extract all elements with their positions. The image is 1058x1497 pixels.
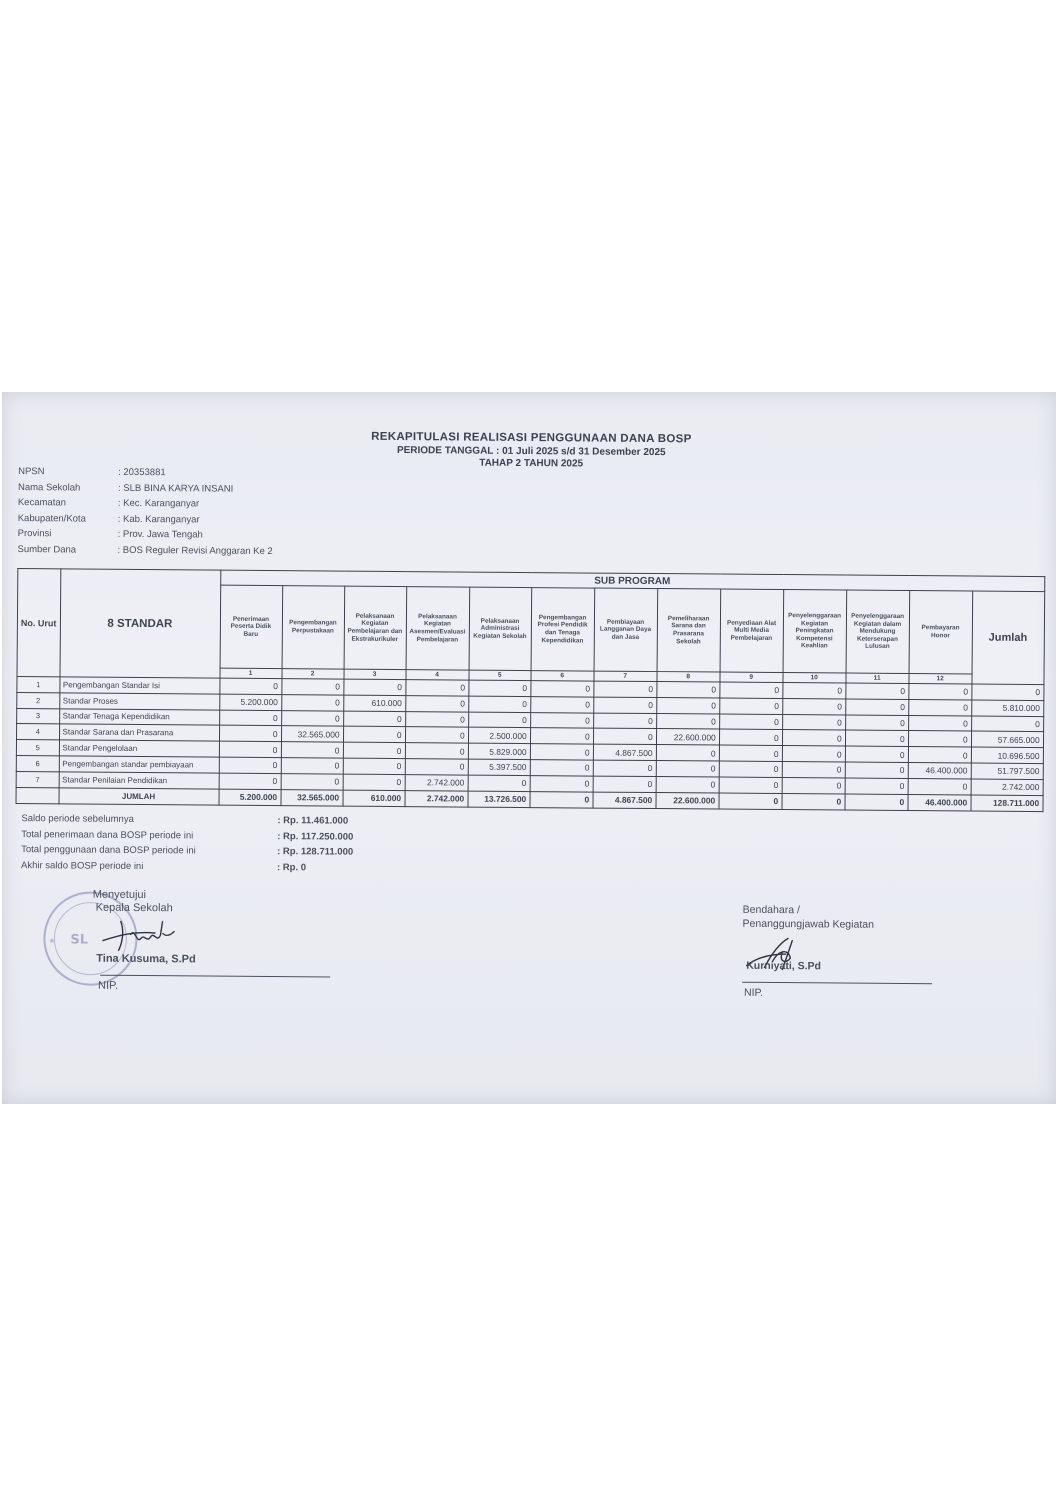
cell-value: 0	[405, 743, 468, 759]
total-row-blank	[16, 787, 59, 803]
column-number: 3	[343, 669, 405, 679]
column-header-subprogram-11: Penyelenggaraan Kegiatan dalam Mendukung Keterserapan Lulusan	[846, 590, 910, 673]
cell-value: 0	[593, 697, 656, 713]
cell-value: 0	[656, 682, 719, 698]
cell-value: 0	[656, 761, 719, 777]
standard-name: Standar Sarana dan Prasarana	[59, 724, 219, 741]
cell-value: 0	[908, 731, 971, 747]
column-header-subprogram-5: Pelaksanaan Administrasi Kegiatan Sekolah	[469, 587, 532, 670]
column-header-subprogram-8: Pemeliharaan Sarana dan Prasarana Sekolah	[657, 589, 721, 672]
cell-value: 2.500.000	[468, 727, 530, 743]
total-cell-value: 5.200.000	[218, 789, 280, 805]
row-total: 5.810.000	[971, 700, 1043, 716]
principal-name: Tina Kusuma, S.Pd	[96, 952, 196, 966]
signature-block-principal	[40, 888, 341, 1020]
cell-value: 4.867.500	[593, 744, 656, 760]
row-number: 5	[16, 740, 59, 756]
cell-value: 0	[845, 683, 908, 699]
column-number: 9	[720, 672, 783, 682]
total-label: JUMLAH	[59, 787, 219, 804]
cell-value: 0	[782, 730, 845, 746]
cell-value: 0	[468, 712, 530, 728]
cell-value: 0	[845, 762, 908, 778]
cell-value: 0	[782, 777, 845, 793]
cell-value: 0	[782, 762, 845, 778]
cell-value: 0	[530, 744, 593, 760]
total-cell-value: 610.000	[342, 790, 404, 806]
approval-label: Menyetujui	[92, 888, 147, 902]
cell-value: 0	[593, 728, 656, 744]
treasurer-nip: NIP.	[743, 986, 764, 999]
cell-value: 0	[656, 713, 719, 729]
total-cell-value: 0	[719, 793, 782, 809]
cell-value: 0	[719, 714, 782, 730]
standard-name: Pengembangan Standar Isi	[59, 677, 219, 694]
standard-name: Standar Proses	[59, 693, 219, 710]
cell-value: 0	[530, 728, 593, 744]
row-total: 57.665.000	[971, 731, 1043, 747]
column-header-subprogram-2: Pengembangan Perpustakaan	[282, 586, 345, 669]
cell-value: 0	[281, 742, 343, 758]
cell-value: 0	[530, 760, 593, 776]
cell-value: 0	[845, 778, 908, 794]
column-header-subprogram-4: Pelaksanaan Kegiatan Asesmen/Evaluasi Pembelajaran	[406, 587, 470, 670]
standard-name: Pengembangan standar pembiayaan	[59, 756, 219, 773]
cell-value: 0	[782, 683, 845, 699]
cell-value: 0	[782, 746, 845, 762]
cell-value: 0	[468, 775, 530, 791]
cell-value: 0	[719, 682, 782, 698]
cell-value: 0	[593, 760, 656, 776]
cell-value: 0	[530, 712, 593, 728]
row-number: 3	[17, 708, 60, 724]
total-cell-value: 4.867.500	[593, 792, 656, 808]
document-sheet	[2, 392, 1056, 1104]
cell-value: 5.200.000	[219, 694, 281, 710]
school-info	[17, 466, 273, 560]
cell-value: 0	[468, 680, 530, 696]
cell-value: 0	[719, 729, 782, 745]
treasurer-title: Penanggungjawab Kegiatan	[742, 917, 874, 931]
treasurer-name: Kurniyati, S.Pd	[746, 959, 821, 973]
principal-title: Kepala Sekolah	[95, 901, 173, 915]
cell-value: 0	[530, 775, 593, 791]
cell-value: 0	[719, 761, 782, 777]
column-number: 11	[846, 673, 909, 683]
cell-value: 0	[343, 774, 405, 790]
cell-value: 0	[219, 757, 281, 773]
cell-value: 0	[281, 710, 343, 726]
total-cell-value: 22.600.000	[656, 792, 719, 808]
column-header-total: Jumlah	[972, 591, 1045, 685]
column-header-subprogram: SUB PROGRAM	[220, 570, 1044, 591]
cell-value: 32.565.000	[281, 726, 343, 742]
cell-value: 0	[908, 699, 971, 715]
cell-value: 0	[343, 726, 405, 742]
cell-value: 0	[219, 710, 281, 726]
column-header-no: No. Urut	[17, 569, 60, 677]
cell-value: 0	[530, 696, 593, 712]
total-cell-value: 2.742.000	[404, 790, 467, 806]
cell-value: 0	[281, 694, 343, 710]
row-total: 2.742.000	[971, 779, 1043, 795]
treasurer-role: Bendahara /	[742, 903, 800, 917]
signature-block-treasurer	[742, 904, 943, 1016]
cell-value: 0	[845, 746, 908, 762]
cell-value: 0	[343, 758, 405, 774]
row-number: 2	[17, 692, 60, 708]
cell-value: 0	[908, 747, 971, 763]
document-period: PERIODE TANGGAL : 01 Juli 2025 s/d 31 Desember 2025	[396, 445, 666, 459]
cell-value: 0	[719, 698, 782, 714]
cell-value: 0	[593, 713, 656, 729]
cell-value: 22.600.000	[656, 729, 719, 745]
cell-value: 5.829.000	[468, 743, 530, 759]
column-number: 5	[469, 670, 531, 680]
cell-value: 0	[219, 726, 281, 742]
cell-value: 610.000	[343, 695, 405, 711]
standard-name: Standar Penilaian Pendidikan	[59, 772, 219, 789]
cell-value: 0	[908, 715, 971, 731]
row-total: 10.696.500	[971, 747, 1043, 763]
cell-value: 0	[281, 758, 343, 774]
cell-value: 0	[405, 759, 468, 775]
cell-value: 0	[719, 745, 782, 761]
row-number: 1	[17, 677, 60, 693]
document-stage: TAHAP 2 TAHUN 2025	[479, 457, 584, 470]
cell-value: 0	[343, 679, 405, 695]
total-cell-value: 0	[845, 794, 908, 810]
cell-value: 0	[405, 711, 468, 727]
column-header-subprogram-1: Penerimaan Peserta Didik Baru	[220, 585, 283, 668]
cell-value: 0	[343, 742, 405, 758]
document-content	[2, 392, 1056, 1104]
cell-value: 0	[468, 696, 530, 712]
cell-value: 2.742.000	[405, 774, 468, 790]
cell-value: 0	[908, 778, 971, 794]
cell-value: 0	[845, 730, 908, 746]
cell-value: 0	[281, 679, 343, 695]
cell-value: 0	[782, 714, 845, 730]
total-cell-value: 0	[530, 791, 593, 807]
svg-text:★: ★	[48, 936, 56, 946]
column-header-standard: 8 STANDAR	[59, 569, 220, 678]
column-number: 10	[783, 673, 846, 683]
cell-value: 0	[530, 681, 593, 697]
cell-value: 0	[845, 699, 908, 715]
column-number: 8	[657, 672, 720, 682]
cell-value: 0	[908, 684, 971, 700]
cell-value: 0	[656, 745, 719, 761]
realization-table	[16, 568, 1045, 812]
standard-name: Standar Pengelolaan	[59, 740, 219, 757]
cell-value: 0	[281, 773, 343, 789]
cell-value: 0	[405, 680, 468, 696]
column-number: 4	[405, 670, 468, 680]
column-number: 1	[219, 668, 281, 678]
column-number: 12	[909, 674, 972, 684]
cell-value: 0	[219, 773, 281, 789]
column-header-subprogram-6: Pengembangan Profesi Pendidik dan Tenaga Kependidikan	[531, 588, 595, 671]
total-cell-value: 0	[782, 793, 845, 809]
column-header-subprogram-9: Penyediaan Alat Multi Media Pembelajaran	[720, 589, 784, 672]
cell-value: 0	[719, 777, 782, 793]
column-header-subprogram-7: Pembiayaan Langganan Daya dan Jasa	[594, 588, 658, 671]
cell-value: 0	[593, 681, 656, 697]
treasurer-signature-line	[742, 982, 932, 984]
cell-value: 0	[219, 741, 281, 757]
column-header-subprogram-10: Penyelenggaraan Kegiatan Peningkatan Kompetensi Keahlian	[783, 590, 847, 673]
row-number: 6	[16, 756, 59, 772]
column-number: 2	[281, 669, 343, 679]
principal-nip: NIP.	[98, 979, 119, 992]
cell-value: 46.400.000	[908, 763, 971, 779]
row-number: 4	[17, 724, 60, 740]
row-total: 51.797.500	[971, 763, 1043, 779]
row-number: 7	[16, 771, 59, 787]
cell-value: 0	[656, 697, 719, 713]
column-number: 7	[594, 671, 657, 681]
total-cell-value: 13.726.500	[468, 791, 530, 807]
total-cell-value: 46.400.000	[908, 794, 971, 810]
row-total: 0	[971, 716, 1043, 732]
cell-value: 0	[656, 776, 719, 792]
standard-name: Standar Tenaga Kependidikan	[59, 708, 219, 725]
cell-value: 0	[219, 678, 281, 694]
column-number: 6	[531, 671, 594, 681]
cell-value: 0	[343, 711, 405, 727]
cell-value: 0	[405, 695, 468, 711]
cell-value: 0	[593, 776, 656, 792]
cell-value: 0	[405, 727, 468, 743]
total-cell-value: 32.565.000	[280, 789, 342, 805]
svg-text:SL: SL	[70, 932, 89, 948]
principal-signature-icon	[100, 913, 190, 954]
cell-value: 0	[845, 715, 908, 731]
cell-value: 5.397.500	[468, 759, 530, 775]
column-header-subprogram-12: Pembayaran Honor	[909, 591, 973, 674]
cell-value: 0	[782, 698, 845, 714]
row-total: 0	[971, 684, 1043, 700]
column-header-subprogram-3: Pelaksanaan Kegiatan Pembelajaran dan Ekstrakurikuler	[344, 586, 407, 669]
grand-total: 128.711.000	[971, 795, 1043, 812]
document-title: REKAPITULASI REALISASI PENGGUNAAN DANA BOSP	[371, 430, 692, 446]
